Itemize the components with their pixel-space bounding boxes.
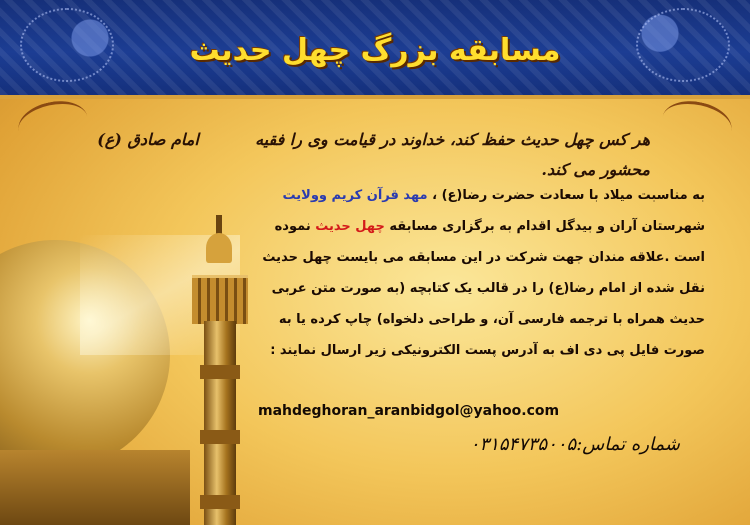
announcement-line-6: صورت فایل پی دی اف به آدرس پست الکترونیکی زیر ارسال نمایند : (270, 343, 705, 358)
announcement-line-4: نقل شده از امام رضا(ع) را در قالب یک کتابچه (به صورت متن عربی (271, 281, 705, 296)
dome-base (0, 450, 190, 525)
shrine-illustration (0, 195, 250, 525)
arabesque-ornament-left (20, 8, 114, 82)
arabesque-ornament-right (636, 8, 730, 82)
scroll-ornament-right (658, 95, 735, 152)
hadith-quote: هر کس چهل حدیث حفظ کند، خداوند در قیامت وی را فقیه محشور می کند. (255, 130, 650, 179)
contact-phone: شماره تماس:۰۳۱۵۴۷۳۵۰۰۵ (469, 434, 680, 455)
scroll-ornament-left (14, 95, 91, 152)
announcement-line-2: شهرستان آران و بیدگل اقدام به برگزاری مسابقه چهل حدیث نموده (274, 219, 705, 234)
organizer-name: مهد قرآن کریم وولایت (282, 188, 428, 203)
announcement-text (255, 180, 705, 366)
announcement-line-1: به مناسبت میلاد با سعادت حضرت رضا(ع) ، مهد قرآن کریم وولایت (282, 188, 705, 203)
announcement-line-5: حدیث همراه با ترجمه فارسی آن، و طراحی دلخواه) چاپ کرده یا به (278, 312, 705, 327)
hadith-attribution: امام صادق (ع) (97, 130, 199, 149)
title-banner (0, 0, 750, 99)
poster-title: مسابقه بزرگ چهل حدیث (189, 33, 561, 68)
minaret (190, 215, 250, 525)
announcement-line-3: است .علاقه مندان جهت شرکت در این مسابقه می بایست چهل حدیث (262, 250, 705, 265)
contact-email: mahdeghoran_aranbidgol@yahoo.com (258, 403, 560, 419)
contest-name: چهل حدیث (315, 219, 385, 234)
